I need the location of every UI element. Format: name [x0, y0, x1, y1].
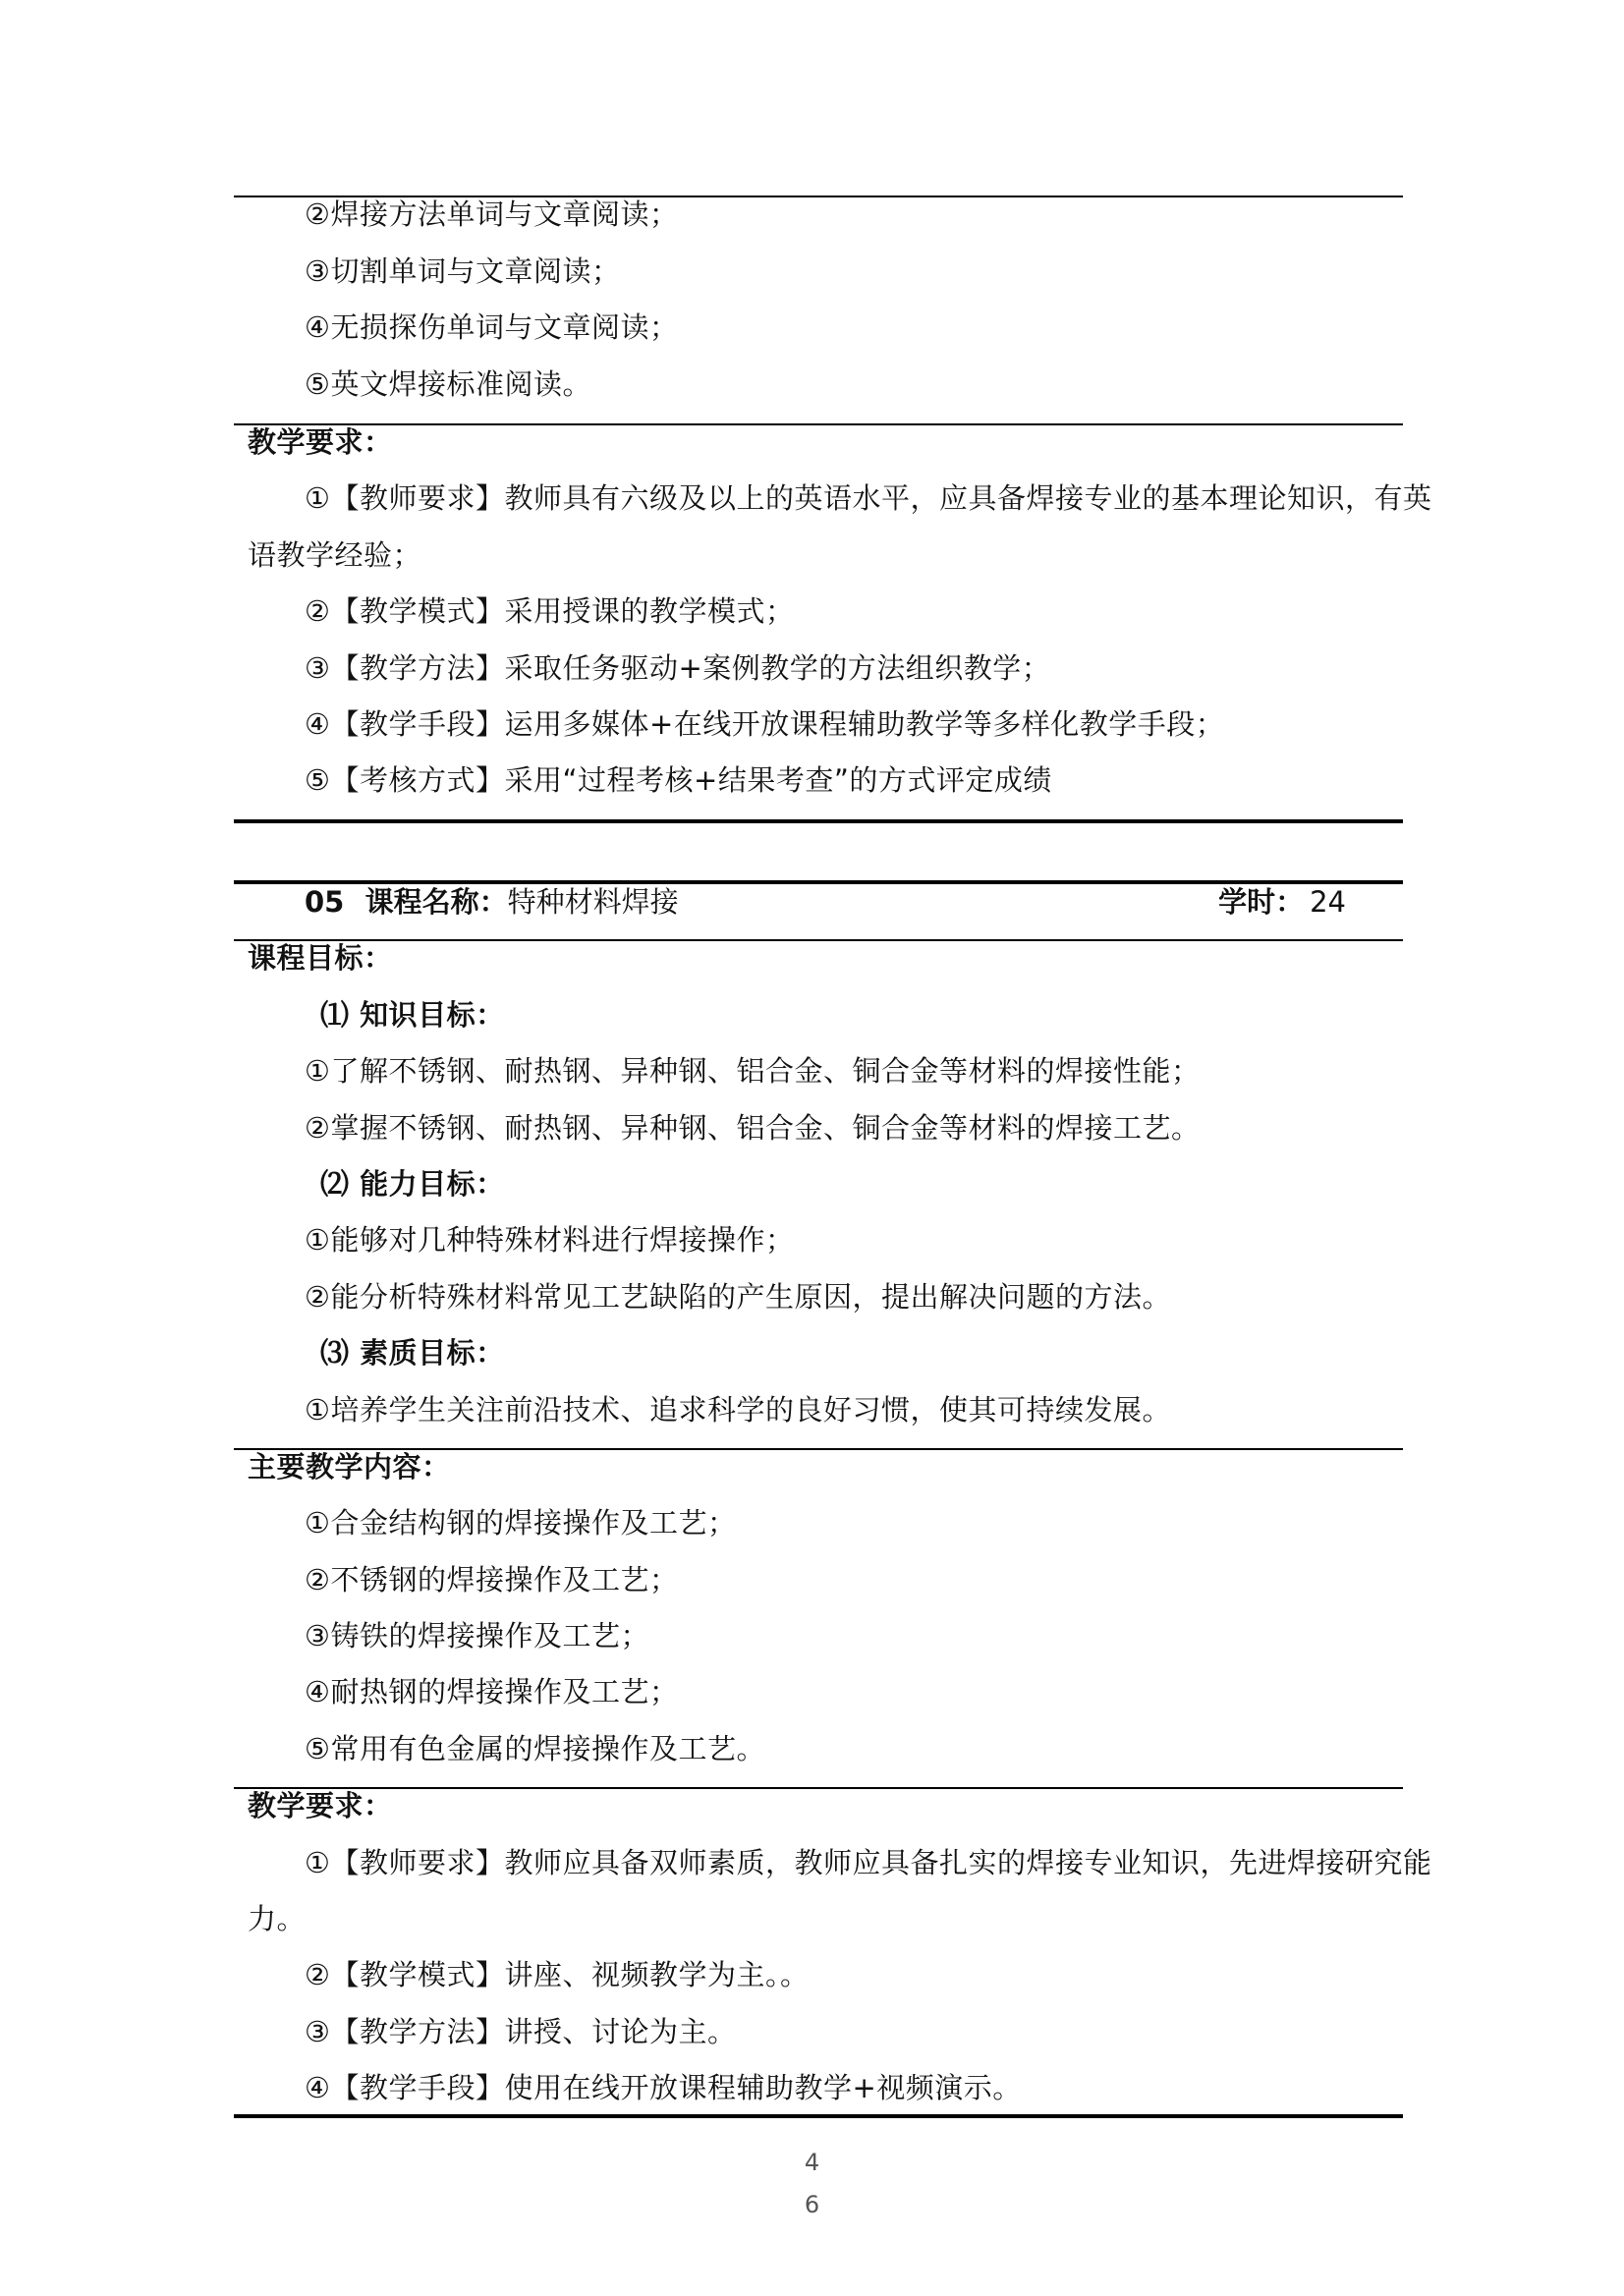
content-title: 主要教学内容：	[248, 1450, 451, 1484]
table-rule-bottom	[234, 819, 1403, 823]
course-heading	[305, 882, 1346, 922]
requirement-item-continued: 语教学经验；	[248, 538, 422, 572]
requirements-title: 教学要求：	[248, 1789, 393, 1822]
hours-value: 24	[1310, 885, 1346, 919]
ability-goal-item: ②能分析特殊材料常见工艺缺陷的产生原因，提出解决问题的方法。	[305, 1280, 1171, 1314]
knowledge-goals-title: ⑴ 知识目标：	[320, 998, 505, 1032]
content-item: ④无损探伤单词与文章阅读；	[305, 310, 679, 344]
course-number: 05	[305, 885, 345, 919]
table-rule	[234, 423, 1403, 425]
requirement-item: ④【教学手段】使用在线开放课程辅助教学+视频演示。	[305, 2071, 1022, 2104]
requirement-item: ②【教学模式】讲座、视频教学为主。。	[305, 1958, 810, 1991]
requirement-item: ③【教学方法】采取任务驱动+案例教学的方法组织教学；	[305, 651, 1051, 685]
content-item: ④耐热钢的焊接操作及工艺；	[305, 1675, 679, 1708]
requirement-item-continued: 力。	[248, 1902, 307, 1935]
course-hours	[1218, 882, 1346, 922]
hours-label: 学时：	[1218, 885, 1305, 919]
requirement-item: ②【教学模式】采用授课的教学模式；	[305, 594, 795, 628]
goals-title: 课程目标：	[248, 941, 393, 975]
content-item: ②焊接方法单词与文章阅读；	[305, 197, 679, 231]
requirement-item: ④【教学手段】运用多媒体+在线开放课程辅助教学等多样化教学手段；	[305, 707, 1225, 741]
table-rule-bottom	[234, 2114, 1403, 2118]
requirement-item: ⑤【考核方式】采用“过程考核+结果考查”的方式评定成绩	[305, 763, 1052, 797]
knowledge-goal-item: ①了解不锈钢、耐热钢、异种钢、铝合金、铜合金等材料的焊接性能；	[305, 1054, 1201, 1088]
course-name: 特种材料焊接	[507, 885, 679, 919]
content-item: ⑤英文焊接标准阅读。	[305, 367, 591, 401]
table-rule	[234, 939, 1403, 941]
total-page-number: 6	[804, 2191, 820, 2218]
knowledge-goal-item: ②掌握不锈钢、耐热钢、异种钢、铝合金、铜合金等材料的焊接工艺。	[305, 1111, 1201, 1145]
quality-goal-item: ①培养学生关注前沿技术、追求科学的良好习惯，使其可持续发展。	[305, 1393, 1171, 1427]
content-item: ⑤常用有色金属的焊接操作及工艺。	[305, 1732, 765, 1765]
quality-goals-title: ⑶ 素质目标：	[320, 1336, 505, 1370]
requirement-item: ①【教师要求】教师具有六级及以上的英语水平，应具备焊接专业的基本理论知识，有英	[305, 481, 1432, 515]
ability-goal-item: ①能够对几种特殊材料进行焊接操作；	[305, 1223, 795, 1257]
requirement-item: ①【教师要求】教师应具备双师素质，教师应具备扎实的焊接专业知识，先进焊接研究能	[305, 1846, 1432, 1879]
requirements-title: 教学要求：	[248, 425, 393, 459]
ability-goals-title: ⑵ 能力目标：	[320, 1167, 505, 1201]
content-item: ③铸铁的焊接操作及工艺；	[305, 1619, 649, 1652]
course-name-label: 课程名称：	[364, 885, 508, 919]
table-rule	[234, 1787, 1403, 1789]
content-item: ②不锈钢的焊接操作及工艺；	[305, 1563, 679, 1596]
requirement-item: ③【教学方法】讲授、讨论为主。	[305, 2015, 737, 2048]
content-item: ③切割单词与文章阅读；	[305, 254, 621, 288]
page-number: 4	[804, 2149, 820, 2176]
content-item: ①合金结构钢的焊接操作及工艺；	[305, 1506, 737, 1540]
